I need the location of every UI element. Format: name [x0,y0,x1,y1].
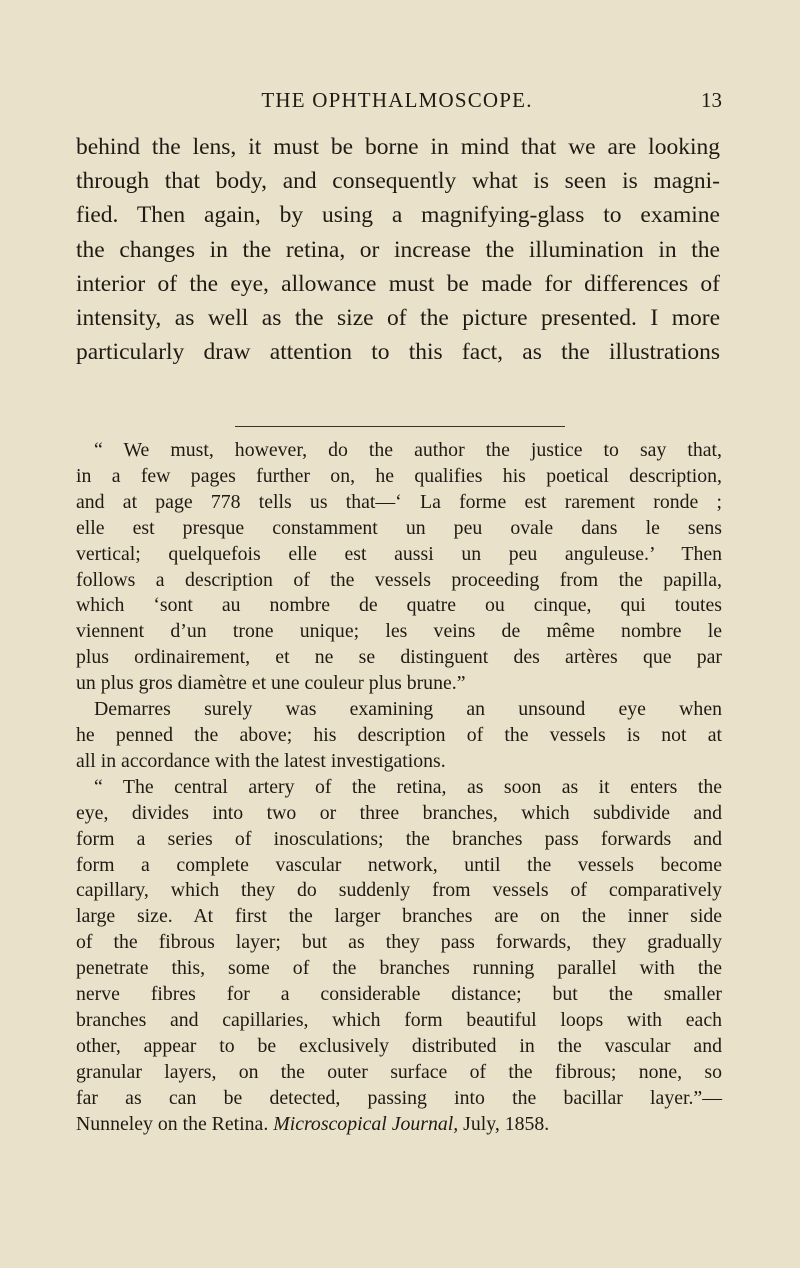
running-head [72,88,722,118]
footnote-line: branches and capillaries, which form beautiful loops with each [76,1008,722,1031]
footnote-line: eye, divides into two or three branches, which subdivide and [76,801,722,824]
footnote-line: plus ordinairement, et ne se distinguent des artères que par [76,646,722,669]
body-line: behind the lens, it must be borne in mind that we are looking [76,134,720,160]
footnote-line: of the fibrous layer; but as they pass forwards, they gradually [76,931,722,954]
footnote-line: he penned the above; his description of the vessels is not at [76,723,722,746]
citation-author: Nunneley on the Retina. [76,1112,274,1135]
page-number: 13 [701,88,722,112]
footnote-citation [76,1112,722,1138]
body-line: the changes in the retina, or increase the illumination in the [76,236,720,263]
body-line: particularly draw attention to this fact, as the illustrations [76,339,720,366]
footnote-line: all in accordance with the latest investigations. [76,749,446,772]
footnote-line: nerve fibres for a considerable distance; but the smaller [76,983,722,1006]
citation-journal: Microscopical Journal, [273,1112,459,1135]
body-line: through that body, and consequently what is seen is magni- [76,168,720,195]
footnote-line: Demarres surely was examining an unsound eye when [94,698,722,721]
footnote-line: viennent d’un trone unique; les veins de même nombre le [76,620,722,643]
footnote-line: form a series of inosculations; the branches pass forwards and [76,827,722,850]
footnote-line: other, appear to be exclusively distributed in the vascular and [76,1034,722,1057]
footnote-line: vertical; quelquefois elle est aussi un peu anguleuse.’ Then [76,542,722,565]
body-line: fied. Then again, by using a magnifying-glass to examine [76,202,720,229]
footnote-line: in a few pages further on, he qualifies his poetical description, [76,464,722,487]
footnote-line: granular layers, on the outer surface of the fibrous; none, so [76,1060,722,1083]
footnote-divider [235,426,565,427]
footnote-line: large size. At first the larger branches are on the inner side [76,905,722,928]
footnote-line: elle est presque constamment un peu ovale dans le sens [76,516,722,539]
body-line: intensity, as well as the size of the picture presented. I more [76,305,720,332]
footnote-line: and at page 778 tells us that—‘ La forme est rarement ronde ; [76,490,722,513]
footnote-line: which ‘sont au nombre de quatre ou cinque, qui toutes [76,594,722,617]
citation-date: July, 1858. [458,1112,550,1135]
body-line: interior of the eye, allowance must be made for differences of [76,270,720,297]
footnote-line: penetrate this, some of the branches running parallel with the [76,957,722,980]
body-paragraph [76,130,720,369]
footnote-line: un plus gros diamètre et une couleur plus brune.” [76,672,466,695]
footnote-line: far as can be detected, passing into the bacillar layer.”— [76,1086,722,1109]
footnote-line: “ The central artery of the retina, as soon as it enters the [94,775,722,798]
footnote [76,438,722,1137]
footnote-line: follows a description of the vessels proceeding from the papilla, [76,568,722,591]
footnote-line: capillary, which they do suddenly from vessels of comparatively [76,879,722,902]
footnote-line: “ We must, however, do the author the justice to say that, [94,439,722,461]
footnote-line: form a complete vascular network, until the vessels become [76,853,722,876]
running-title: THE OPHTHALMOSCOPE. [261,88,533,112]
